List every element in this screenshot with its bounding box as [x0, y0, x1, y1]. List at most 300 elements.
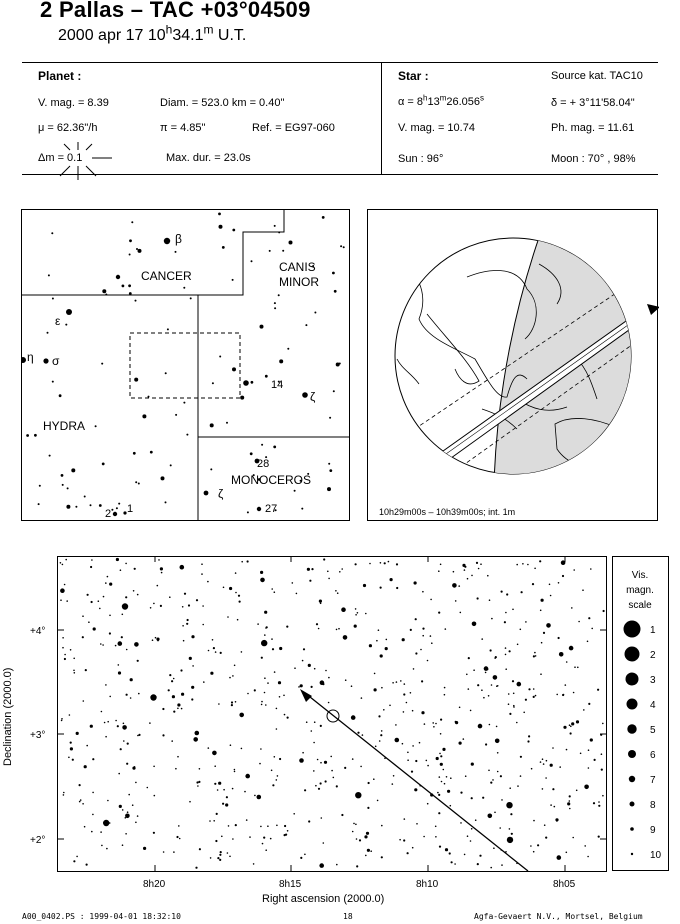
finder-named-star — [164, 238, 170, 244]
chart-star — [118, 671, 121, 674]
chart-star — [444, 694, 446, 696]
chart-star — [435, 836, 437, 838]
chart-star — [583, 709, 585, 711]
chart-star — [298, 686, 300, 688]
chart-star — [247, 560, 249, 562]
chart-star — [482, 797, 484, 799]
finder-star — [289, 241, 293, 245]
chart-star — [377, 800, 379, 802]
chart-star — [132, 804, 134, 806]
chart-star — [300, 857, 302, 859]
chart-star — [427, 803, 429, 805]
chart-star — [477, 597, 479, 599]
finder-star — [212, 382, 214, 384]
chart-star — [302, 752, 304, 754]
finder-star — [62, 484, 64, 486]
finder-star — [232, 279, 234, 281]
chart-star — [189, 801, 191, 803]
chart-star — [380, 562, 382, 564]
chart-star — [552, 747, 554, 749]
chart-star — [557, 855, 562, 860]
chart-star — [563, 726, 566, 729]
chart-star — [100, 643, 102, 645]
chart-star — [345, 679, 347, 681]
chart-star — [150, 694, 156, 700]
finder-star — [71, 468, 75, 472]
chart-star — [138, 693, 140, 695]
chart-star — [234, 769, 236, 771]
chart-star — [443, 769, 445, 771]
chart-star — [143, 847, 146, 850]
chart-star — [230, 744, 232, 746]
chart-star — [337, 592, 339, 594]
finder-star — [343, 246, 345, 248]
finder-star — [138, 249, 142, 253]
chart-star — [438, 794, 440, 796]
chart-star — [437, 792, 439, 794]
chart-star — [197, 785, 199, 787]
chart-star — [162, 708, 164, 710]
chart-star — [393, 775, 395, 777]
chart-star — [370, 850, 372, 852]
planet-ref: Ref. = EG97-060 — [252, 122, 335, 134]
chart-star — [472, 622, 477, 627]
chart-star — [264, 677, 266, 679]
chart-star — [541, 642, 543, 644]
chart-star — [147, 787, 149, 789]
scale-label-4: 4 — [650, 700, 656, 711]
chart-star — [201, 563, 203, 565]
star-right-ascension — [398, 93, 485, 108]
chart-star — [341, 607, 346, 612]
chart-star — [381, 856, 383, 858]
finder-star — [136, 248, 138, 250]
chart-star — [533, 688, 535, 690]
finder-star — [138, 483, 140, 485]
chart-star — [373, 778, 375, 780]
chart-star — [587, 856, 589, 858]
chart-star — [103, 820, 109, 826]
label-27: 27 — [265, 503, 278, 515]
chart-star — [125, 814, 130, 819]
chart-star — [489, 724, 491, 726]
chart-star — [360, 766, 362, 768]
chart-star — [84, 765, 87, 768]
scale-label-2: 2 — [650, 650, 656, 661]
chart-star — [264, 634, 266, 636]
chart-star — [325, 780, 327, 782]
finder-star — [265, 375, 268, 378]
chart-star — [186, 623, 188, 625]
chart-star — [86, 745, 88, 747]
chart-star — [430, 599, 432, 601]
chart-star — [542, 788, 544, 790]
chart-star — [525, 699, 527, 701]
ra-prefix: α = 8 — [398, 96, 424, 108]
chart-star — [153, 603, 155, 605]
star-chart — [0, 556, 612, 912]
planet-max-duration: Max. dur. = 23.0s — [166, 152, 251, 164]
chart-star — [528, 688, 530, 690]
chart-star — [410, 692, 412, 694]
chart-star — [597, 689, 599, 691]
chart-star — [533, 655, 535, 657]
chart-star — [239, 713, 244, 718]
xtick-8h10: 8h10 — [416, 879, 439, 890]
x-axis-label: Right ascension (2000.0) — [262, 893, 385, 905]
chart-star — [435, 723, 437, 725]
chart-star — [530, 845, 532, 847]
chart-star — [422, 635, 424, 637]
chart-star — [356, 865, 358, 867]
chart-star — [485, 672, 487, 674]
chart-star — [376, 640, 378, 642]
chart-star — [495, 739, 500, 744]
label-28: 28 — [257, 458, 270, 470]
chart-star — [292, 582, 294, 584]
chart-star — [559, 766, 561, 768]
chart-star — [513, 693, 515, 695]
finder-star — [59, 394, 62, 397]
chart-star — [517, 682, 522, 687]
chart-star — [406, 702, 408, 704]
chart-star — [209, 820, 211, 822]
chart-star — [73, 670, 75, 672]
chart-star — [343, 635, 348, 640]
chart-star — [79, 784, 81, 786]
chart-star — [512, 609, 514, 611]
chart-star — [355, 792, 361, 798]
finder-star — [26, 434, 29, 437]
chart-star — [404, 683, 406, 685]
chart-star — [163, 851, 165, 853]
chart-star — [366, 832, 369, 835]
chart-star — [152, 639, 154, 641]
finder-star — [135, 481, 137, 483]
finder-star — [251, 260, 253, 262]
chart-star — [118, 664, 120, 666]
chart-star — [73, 658, 75, 660]
chart-star — [85, 669, 87, 671]
finder-star — [170, 464, 172, 466]
chart-star — [260, 578, 265, 583]
chart-star — [501, 864, 503, 866]
chart-star — [162, 734, 164, 736]
finder-star — [128, 284, 131, 287]
ytick-4: +4° — [30, 626, 46, 637]
scale-dot-9 — [630, 827, 634, 831]
chart-star — [191, 635, 194, 638]
xtick-8h05: 8h05 — [553, 879, 576, 890]
finder-star — [90, 504, 92, 506]
chart-star — [135, 782, 137, 784]
chart-star — [208, 747, 210, 749]
chart-star — [101, 845, 103, 847]
chart-star — [160, 567, 163, 570]
chart-star — [352, 831, 354, 833]
finder-star — [287, 348, 289, 350]
chart-star — [234, 771, 236, 773]
chart-star — [260, 571, 263, 574]
header-top-rule — [22, 62, 658, 63]
chart-star — [395, 738, 400, 743]
label-sigma: σ — [52, 354, 60, 368]
finder-star — [274, 225, 276, 227]
chart-star — [365, 613, 367, 615]
chart-star — [115, 720, 117, 722]
label-minor: MINOR — [279, 275, 319, 289]
finder-star — [116, 507, 118, 509]
chart-star — [535, 695, 537, 697]
chart-star — [320, 782, 322, 784]
chart-star — [384, 562, 386, 564]
globe-panel — [367, 209, 659, 522]
chart-star — [127, 743, 129, 745]
chart-star — [284, 714, 286, 716]
chart-star — [364, 835, 367, 838]
chart-star — [126, 694, 128, 696]
chart-star — [272, 784, 274, 786]
chart-star — [279, 696, 281, 698]
chart-star — [336, 864, 338, 866]
chart-star — [70, 747, 73, 750]
chart-star — [188, 604, 190, 606]
chart-star — [87, 594, 89, 596]
chart-star — [335, 590, 337, 592]
chart-star — [171, 680, 173, 682]
finder-star — [183, 287, 185, 289]
chart-star — [320, 725, 322, 727]
chart-star — [527, 564, 529, 566]
chart-star — [390, 578, 393, 581]
chart-star — [276, 708, 278, 710]
chart-star — [505, 647, 507, 649]
chart-star — [381, 687, 383, 689]
chart-star — [234, 665, 236, 667]
chart-star — [415, 760, 417, 762]
chart-star — [328, 578, 330, 580]
chart-star — [231, 704, 233, 706]
chart-star — [328, 677, 330, 679]
chart-star — [598, 805, 600, 807]
label-zeta-monoceros: ζ — [218, 487, 224, 501]
finder-star — [52, 298, 54, 300]
chart-star — [79, 801, 81, 803]
chart-star — [468, 688, 470, 690]
chart-star — [175, 768, 177, 770]
chart-star — [69, 714, 71, 716]
chart-star — [541, 599, 544, 602]
chart-star — [82, 615, 84, 617]
chart-star — [219, 859, 221, 861]
chart-star — [325, 670, 327, 672]
header-divider — [381, 62, 382, 174]
chart-star — [276, 825, 278, 827]
chart-star — [569, 646, 574, 651]
footer-company: Agfa-Gevaert N.V., Mortsel, Belgium — [474, 912, 643, 921]
chart-star — [212, 639, 214, 641]
chart-star — [440, 719, 442, 721]
chart-star — [299, 758, 304, 763]
chart-star — [543, 763, 545, 765]
chart-star — [116, 558, 119, 561]
chart-star — [156, 638, 159, 641]
chart-star — [594, 759, 596, 761]
chart-star — [488, 814, 493, 819]
chart-star — [471, 575, 473, 577]
chart-star — [444, 687, 446, 689]
chart-star — [267, 682, 269, 684]
finder-star — [101, 363, 103, 365]
chart-star — [490, 782, 492, 784]
chart-star — [492, 779, 494, 781]
chart-star — [588, 703, 590, 705]
chart-star — [135, 822, 137, 824]
finder-star — [75, 506, 77, 508]
chart-star — [584, 845, 586, 847]
chart-star — [367, 849, 370, 852]
chart-star — [219, 854, 221, 856]
chart-star — [427, 765, 429, 767]
chart-star — [267, 825, 269, 827]
chart-star — [535, 655, 537, 657]
chart-star — [171, 740, 173, 742]
chart-star — [582, 589, 584, 591]
chart-star — [60, 588, 65, 593]
chart-star — [184, 593, 186, 595]
chart-star — [419, 742, 421, 744]
chart-star — [177, 708, 179, 710]
chart-star — [378, 715, 380, 717]
label-2: 2 — [105, 508, 112, 520]
chart-star — [228, 825, 230, 827]
chart-star — [567, 802, 570, 805]
chart-star — [158, 559, 160, 561]
chart-star — [455, 600, 457, 602]
chart-star — [318, 628, 320, 630]
scale-label-10: 10 — [650, 850, 662, 861]
chart-star — [202, 605, 204, 607]
chart-star — [341, 814, 343, 816]
finder-star — [210, 468, 212, 470]
chart-star — [336, 629, 338, 631]
chart-star — [396, 587, 398, 589]
sun-elongation: Sun : 96° — [398, 153, 444, 165]
chart-star — [232, 788, 234, 790]
chart-star — [180, 565, 185, 570]
chart-star — [468, 657, 470, 659]
finder-star — [51, 232, 53, 234]
label-monoceros: MONOCEROS — [231, 473, 312, 487]
chart-star — [374, 673, 376, 675]
chart-star — [92, 758, 94, 760]
finder-star — [61, 474, 64, 477]
chart-star — [235, 701, 237, 703]
chart-star — [576, 790, 578, 792]
chart-star — [284, 825, 286, 827]
chart-star — [446, 776, 448, 778]
chart-star — [550, 804, 552, 806]
finder-star — [134, 378, 138, 382]
scale-dot-7 — [629, 776, 635, 782]
chart-star — [265, 849, 267, 851]
chart-star — [356, 838, 358, 840]
chart-star — [407, 852, 409, 854]
chart-star — [415, 652, 417, 654]
chart-star — [496, 726, 498, 728]
chart-star — [481, 689, 483, 691]
chart-star — [237, 619, 239, 621]
chart-star — [107, 576, 109, 578]
chart-star — [261, 701, 263, 703]
chart-star — [92, 814, 94, 816]
chart-star — [528, 735, 530, 737]
planet-delta-mag: Δm = 0.1 — [38, 152, 83, 164]
chart-star — [64, 584, 66, 586]
chart-star — [512, 680, 514, 682]
chart-star — [355, 824, 357, 826]
chart-star — [300, 684, 303, 687]
chart-star — [192, 665, 194, 667]
chart-star — [100, 831, 102, 833]
page-title: 2 Pallas – TAC +03°04509 — [40, 0, 311, 22]
chart-star — [440, 763, 443, 766]
chart-star — [569, 800, 571, 802]
chart-star — [314, 721, 316, 723]
chart-star — [246, 819, 248, 821]
chart-star — [284, 834, 286, 836]
chart-star — [344, 767, 346, 769]
chart-star — [505, 654, 507, 656]
chart-star — [120, 569, 122, 571]
chart-star — [379, 740, 381, 742]
chart-star — [253, 863, 255, 865]
chart-star — [324, 761, 327, 764]
chart-star — [578, 621, 580, 623]
chart-star — [261, 640, 267, 646]
chart-star — [187, 619, 189, 621]
chart-star — [396, 563, 398, 565]
chart-star — [572, 837, 574, 839]
chart-star — [354, 625, 357, 628]
finder-star — [99, 504, 102, 507]
chart-star — [214, 765, 216, 767]
label-1: 1 — [127, 503, 134, 515]
chart-star — [83, 700, 85, 702]
chart-star — [496, 685, 498, 687]
event-datetime — [58, 22, 247, 45]
finder-star — [334, 290, 337, 293]
chart-star — [229, 856, 231, 858]
chart-star — [465, 775, 467, 777]
chart-star — [438, 612, 440, 614]
chart-star — [491, 618, 493, 620]
chart-star — [460, 612, 462, 614]
finder-star — [314, 312, 316, 314]
finder-star — [279, 359, 283, 363]
chart-star — [179, 838, 181, 840]
ra-m-sup: m — [439, 93, 447, 103]
chart-star — [402, 638, 405, 641]
chart-star — [257, 623, 259, 625]
finder-named-star — [43, 358, 48, 363]
chart-star — [241, 561, 243, 563]
chart-star — [276, 728, 278, 730]
ytick-2: +2° — [30, 835, 46, 846]
chart-star — [90, 566, 92, 568]
scale-dot-8 — [630, 802, 635, 807]
chart-star — [173, 851, 175, 853]
